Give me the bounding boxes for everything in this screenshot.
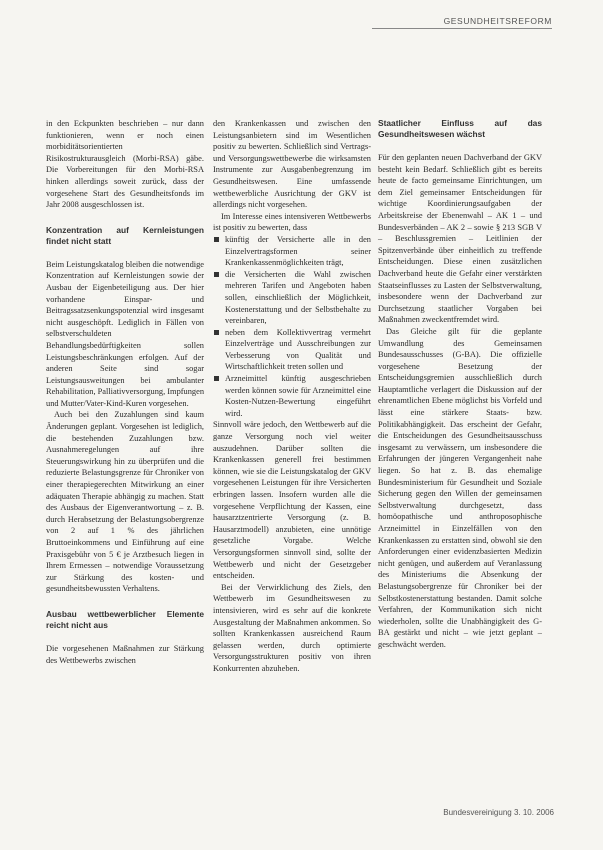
paragraph: Auch bei den Zuzahlungen sind kaum Änderungen geplant. Vorgesehen ist lediglich, die bestehenden Zuzahlungen bzw. Ausnahmeregelungen auf ihre Steuerungswirkung hin zu überprüfen und die reduzierte Belastungsgrenze für Chroniker von einer therapiegerechten Mitwirkung an einer adäquaten Therapie abhängig zu machen. Statt des Ausbaus der Eigenverantwortung – z. B. durch Herabsetzung der Belastungsobergrenze von 2 auf 1 % des jährlichen Bruttoeinkommens und Einführung auf eine Praxisgebühr von 5 € je Arztbesuch liegen in Ihrem Ermessen – notwendige Voraussetzung zur Stärkung des kosten- und gesundheitsbewussten Verhaltens. (46, 410, 204, 594)
paragraph: Bei der Verwirklichung des Ziels, den Wettbewerb im Gesundheitswesen zu intensivieren, wird es sehr auf die konkrete Ausgestaltung der Maßnahmen ankommen. So sollten Krankenkassen ausreichend Raum gelassen werden, durch optimierte Versorgungsstrukturen positiv von ihren Konkurrenten abzuheben. (213, 582, 371, 673)
list-item: neben dem Kollektivvertrag vermehrt Einzelverträge und Ausschreibungen zur Verbesserung von Qualität und Wirtschaftlichkeit treten sollen und (213, 327, 371, 373)
section-heading: Staatlicher Einfluss auf das Gesundheitswesen wächst (378, 118, 542, 139)
paragraph: Beim Leistungskatalog bleiben die notwendige Konzentration auf Kernleistungen sowie der Ausbau der Eigenbeteiligung aus. Der hier vorhandene Einspar- und Beitragssatzsenkungspotenzial wird insgesamt nicht ausgeschöpft. Lediglich in Fällen von selbstverschuldeten Behandlungsbedürftigkeiten sollen Leistungsbeschränkungen erfolgen. Auf der anderen Seite sind sogar Leistungsausweitungen bei ambulanter Rehabilitation, Palliativversorgung, Impfungen und Mutter/Vater-Kind-Kuren vorgesehen. (46, 259, 205, 408)
paragraph: Für den geplanten neuen Dachverband der GKV besteht kein Bedarf. Schließlich gibt es bereits heute de facto gemeinsame Einrichtungen, um dem Ziel gemeinsamer Entscheidungen für wichtige Koordinierungsaufgaben der Arbeitskreise der Ebenenwahl – AK 1 – und Bundesverbänden – AK 2 – sowie § 213 SGB V – Beschlussgremien – Leitlinien der Spitzenverbände über einheitlich zu treffende Entscheidungen. Diese einen zusätzlichen Dachverband heute die Gefahr einer verstärkten Staatseinflusses zu Lasten der Selbstverwaltung, insbesondere wenn der Dachverband zur Durchsetzung staatlicher Vorgaben bei Maßnahmen zweckentfremdet wird. (378, 153, 542, 325)
running-header: GESUNDHEITSREFORM (372, 16, 552, 29)
page-footer: Bundesvereinigung 3. 10. 2006 (443, 808, 554, 817)
column-right (378, 118, 542, 651)
paragraph: den Krankenkassen und zwischen den Leistungsanbietern sind im Wesentlichen positiv zu bewerten. Schließlich sind Vertrags- und Versorgungswettbewerbe die wirksamsten Instrumente zur Ausgabenbegrenzung im Gesundheitswesen. Eine umfassende wettbewerbliche Ausrichtung der GKV ist allerdings nicht vorgesehen. (213, 119, 371, 210)
list-item: Arzneimittel künftig ausgeschrieben werden können sowie für Arzneimittel eine Kosten-Nutzen-Bewertung eingeführt wird. (213, 373, 371, 419)
list-item: die Versicherten die Wahl zwischen mehreren Tarifen und Angeboten haben sollen, einschließlich der Möglichkeit, Kostenerstattung und der Selbstbehalte zu vereinbaren, (213, 269, 371, 327)
paragraph: Das Gleiche gilt für die geplante Umwandlung des Gemeinsamen Bundesausschusses (G-BA). Die offizielle vorgesehene Besetzung der Entscheidungsgremien ausschließlich durch Hauptamtliche verlagert die Diskussion auf der ehrenamtlichen Ebene möglichst bis Vorfeld und lässt eine stärkere Staats- bzw. Politikabhängigkeit. Das erscheint der Gefahr, die Entscheidungen des Gesundheitsausschuss insgesamt zu verwässern, um insbesondere die Erfahrungen der jüngeren Vergangenheit nahe liegen. So hat z. B. das ehemalige Bundesministerium für Gesundheit und Soziale Sicherung gegen den Willen der gemeinsamen Selbstverwaltung durchgesetzt, dass homöopathische und anthroposophische Arzneimittel in Einzelfällen von den Krankenkassen zu erstatten sind, obwohl sie den Anforderungen einer evidenzbasierten Medizin nicht genügen, und außerdem auf Veranlassung des Ministeriums die Absenkung der Belastungsobergrenze für Chroniker bei der Selbstkostenerstattung bestanden. Damit solche Verfahren, der Kommunikation sich nicht wiederholen, sollte die Unabhängigkeit des G-BA gestärkt und nicht – wie jetzt geplant – geschwächt werden. (378, 326, 542, 649)
paragraph: Sinnvoll wäre jedoch, den Wettbewerb auf die ganze Versorgung noch viel weiter auszudehnen. Darüber sollten die Krankenkassen generell frei bestimmen können, wie sie die Leistungskatalog der GKV vorgesehenen Leistungen für ihre Versicherten erbringen lassen. Insofern wurden alle die vorgesehene Verpflichtung der Kassen, eine hausarztzentrierte Versorgung (z. B. Hausarztmodell) anzubieten, eine unnötige gesetzliche Vorgabe. Welche Versorgungsformen sinnvoll sind, sollte der Wettbewerb und nicht der Gesetzgeber entscheiden. (213, 420, 371, 581)
paragraph: Im Interesse eines intensiveren Wettbewerbs ist positiv zu bewerten, dass (213, 211, 371, 233)
paragraph: Die vorgesehenen Maßnahmen zur Stärkung des Wettbewerbs zwischen (46, 643, 204, 665)
column-left (46, 118, 204, 666)
column-middle (213, 118, 371, 675)
section-heading: Ausbau wettbewerblicher Elemente reicht nicht aus (46, 608, 204, 630)
bullet-list (213, 234, 371, 420)
list-item: künftig der Versicherte alle in den Einzelvertragsformen seiner Krankenkassenmöglichkeiten trägt, (213, 234, 371, 269)
section-heading: Konzentration auf Kernleistungen findet nicht statt (46, 224, 204, 246)
paragraph: in den Eckpunkten beschrieben – nur dann funktionieren, wenn er noch einen morbiditätsorientierten Risikostrukturausgleich (Morbi-RSA) gäbe. Die Vorbereitungen für den Morbi-RSA hinken allerdings soweit zurück, dass der vorgesehene Start des Gesundheitsfonds im Jahr 2008 ausgeschlossen ist. (46, 119, 204, 210)
